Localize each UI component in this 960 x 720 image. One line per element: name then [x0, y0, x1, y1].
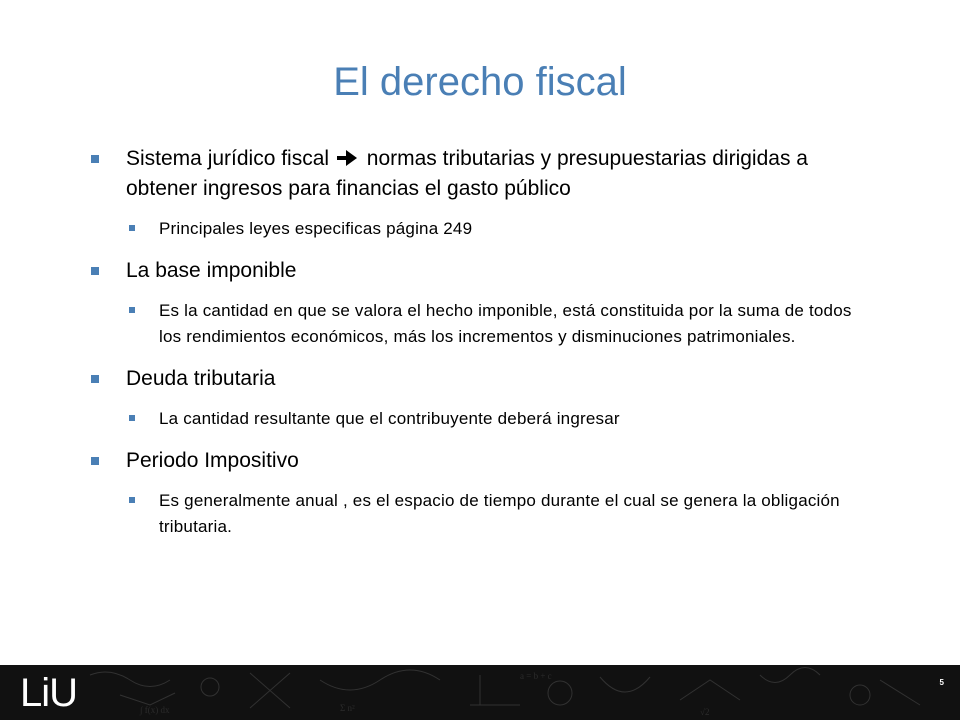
- list-item: [88, 446, 868, 476]
- list-item: [88, 256, 868, 286]
- svg-text:√2: √2: [700, 707, 710, 717]
- list-item: [126, 406, 868, 432]
- bullet-list: [88, 144, 868, 540]
- list-item-text: Deuda tributaria: [126, 367, 276, 390]
- list-item-text: La cantidad resultante que el contribuyente deberá ingresar: [159, 409, 620, 428]
- list-item: [88, 364, 868, 394]
- list-item: [126, 216, 868, 242]
- square-bullet-icon: [91, 267, 99, 275]
- square-bullet-icon: [91, 375, 99, 383]
- list-item-text: Periodo Impositivo: [126, 449, 299, 472]
- list-item-text: La base imponible: [126, 259, 297, 282]
- svg-text:Σ n²: Σ n²: [340, 703, 355, 713]
- list-item-text: Es la cantidad en que se valora el hecho imponible, está constituida por la suma de todos los rendimientos económicos, más los incrementos y disminuciones patrimoniales.: [159, 301, 852, 346]
- list-item-text: normas tributarias y presupuestarias dirigidas a obtener ingresos para financias el gasto público: [126, 147, 808, 200]
- list-item: [88, 144, 868, 204]
- page-number: 5: [939, 678, 944, 687]
- footer-bar: [0, 665, 960, 720]
- list-item-text: Sistema jurídico fiscal: [126, 147, 330, 170]
- list-item-text: Es generalmente anual , es el espacio de tiempo durante el cual se genera la obligación tributaria.: [159, 491, 840, 536]
- slide-title: El derecho fiscal: [333, 60, 627, 104]
- square-bullet-icon: [129, 307, 135, 313]
- square-bullet-icon: [129, 415, 135, 421]
- square-bullet-icon: [91, 457, 99, 465]
- svg-text:a = b + c: a = b + c: [520, 671, 552, 681]
- square-bullet-icon: [129, 225, 135, 231]
- arrow-right-icon: [335, 149, 361, 167]
- footer-texture: [0, 665, 960, 720]
- list-item-text: Principales leyes especificas página 249: [159, 219, 473, 238]
- svg-text:∫ f(x) dx: ∫ f(x) dx: [140, 705, 170, 715]
- square-bullet-icon: [129, 497, 135, 503]
- liu-logo: LiU: [20, 671, 78, 715]
- square-bullet-icon: [91, 155, 99, 163]
- list-item: [126, 488, 868, 540]
- list-item: [126, 298, 868, 350]
